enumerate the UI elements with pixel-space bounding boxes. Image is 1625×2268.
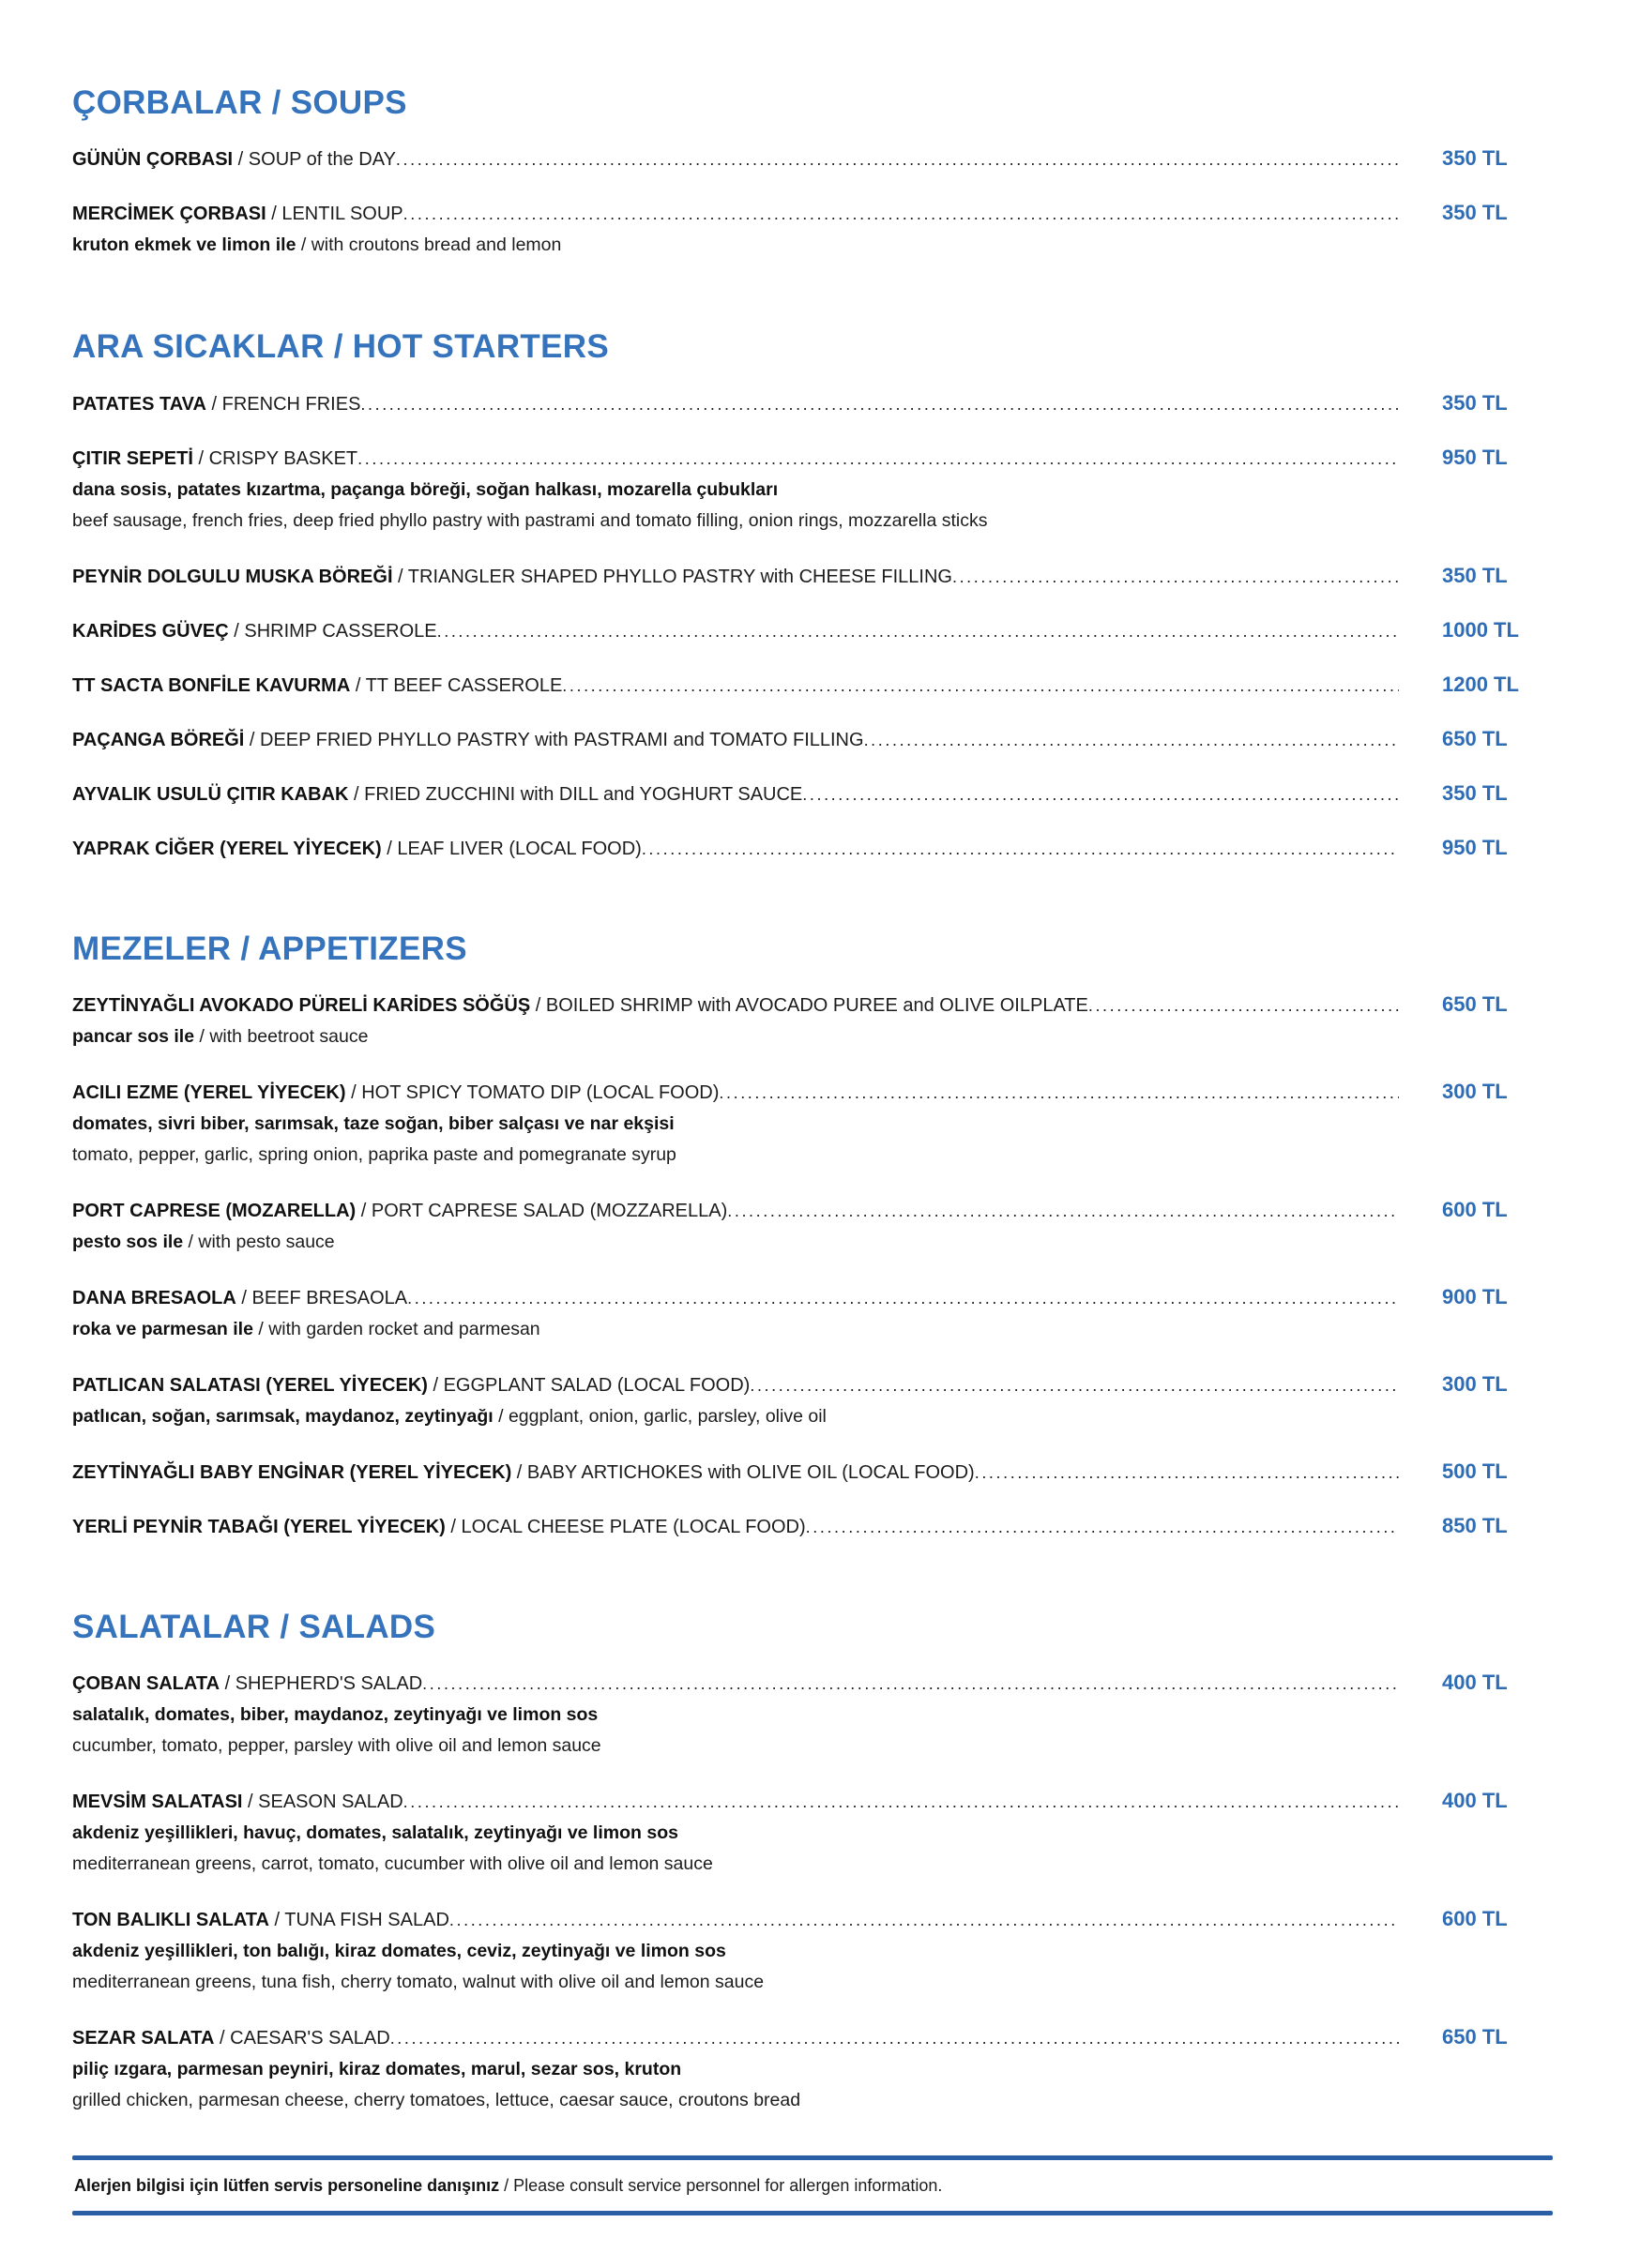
item-name-english: / TT BEEF CASSEROLE (350, 674, 563, 696)
dot-leader (802, 780, 1399, 809)
item-name (72, 145, 396, 174)
item-description-line (72, 1021, 1553, 1052)
item-name (72, 672, 562, 700)
menu-item (72, 1512, 1553, 1541)
item-row (72, 1905, 1553, 1934)
item-row (72, 1283, 1553, 1312)
item-price: 350 TL (1442, 390, 1508, 415)
item-price: 650 TL (1442, 2025, 1508, 2049)
section-title: ARA SICAKLAR / HOT STARTERS (72, 328, 609, 366)
item-name (72, 1079, 719, 1107)
slash-separator: / (493, 1405, 509, 1427)
item-name-turkish: SEZAR SALATA (72, 2028, 215, 2049)
menu-item (72, 671, 1553, 700)
item-description (72, 1818, 1553, 1880)
item-name (72, 390, 360, 418)
item-description-line (72, 1227, 1553, 1258)
description-turkish: dana sosis, patates kızartma, paçanga böreği, soğan halkası, mozarella çubukları (72, 478, 779, 500)
dot-leader (357, 445, 1399, 473)
item-row (72, 1078, 1553, 1107)
item-row (72, 834, 1553, 863)
item-name-english: / FRIED ZUCCHINI with DILL and YOGHURT SAUCE (348, 783, 803, 805)
item-row (72, 562, 1553, 591)
dot-leader (360, 390, 1399, 418)
item-name-english: / CAESAR'S SALAD (214, 2028, 390, 2049)
dot-leader (719, 1079, 1399, 1107)
description-turkish: kruton ekmek ve limon ile (72, 234, 296, 256)
item-description-line (72, 1818, 1553, 1849)
item-name-english: / TRIANGLER SHAPED PHYLLO PASTRY with CHEESE FILLING (392, 566, 952, 587)
item-row (72, 671, 1553, 700)
item-price: 650 TL (1442, 726, 1508, 750)
item-name-turkish: TON BALIKLI SALATA (72, 1910, 269, 1930)
item-description-line (72, 2054, 1553, 2085)
menu-item (72, 725, 1553, 754)
description-english: with pesto sauce (198, 1231, 335, 1252)
item-name-turkish: YAPRAK CİĞER (YEREL YİYECEK) (72, 838, 382, 859)
item-price: 950 TL (1442, 445, 1508, 469)
item-name (72, 1197, 727, 1225)
item-name (72, 200, 403, 228)
item-name (72, 1459, 975, 1487)
dot-leader (750, 1371, 1399, 1399)
dot-leader (1088, 991, 1399, 1020)
description-english: tomato, pepper, garlic, spring onion, paprika paste and pomegranate syrup (72, 1143, 676, 1165)
slash-separator: / (183, 1231, 199, 1252)
dot-leader (806, 1513, 1399, 1541)
allergen-note-turkish: Alerjen bilgisi için lütfen servis personeline danışınız (74, 2176, 500, 2195)
description-english: with beetroot sauce (209, 1025, 369, 1047)
dot-leader (396, 145, 1399, 174)
item-name (72, 1513, 806, 1541)
dot-leader (727, 1197, 1399, 1225)
section-items (72, 1669, 1553, 2116)
item-name-turkish: MEVSİM SALATASI (72, 1792, 243, 1812)
item-name-english: / LEAF LIVER (LOCAL FOOD) (381, 838, 642, 859)
item-description (72, 1700, 1553, 1761)
menu-section-1 (72, 328, 1553, 862)
menu-section-3 (72, 1609, 1553, 2116)
item-name-turkish: ZEYTİNYAĞLI BABY ENGİNAR (YEREL YİYECEK) (72, 1461, 512, 1483)
menu-item (72, 834, 1553, 863)
item-row (72, 144, 1553, 174)
menu-item (72, 1078, 1553, 1171)
item-name-english: / BABY ARTICHOKES with OLIVE OIL (LOCAL FOOD) (511, 1461, 975, 1483)
item-description (72, 1936, 1553, 1998)
item-price: 650 TL (1442, 991, 1508, 1016)
menu-item (72, 1458, 1553, 1487)
item-row (72, 1669, 1553, 1698)
menu-item (72, 199, 1553, 261)
item-name-english: / CRISPY BASKET (192, 447, 358, 469)
item-description-line (72, 1731, 1553, 1761)
item-name (72, 1371, 750, 1399)
menu-item (72, 144, 1553, 174)
item-description-line (72, 230, 1553, 261)
item-name-turkish: ACILI EZME (YEREL YİYECEK) (72, 1081, 346, 1103)
item-name-english: / DEEP FRIED PHYLLO PASTRY with PASTRAMI and TOMATO FILLING (244, 729, 864, 750)
item-name (72, 726, 864, 754)
item-name-turkish: PAÇANGA BÖREĞİ (72, 729, 245, 750)
menu-item (72, 562, 1553, 591)
dot-leader (390, 2024, 1399, 2052)
item-name-turkish: PATLICAN SALATASI (YEREL YİYECEK) (72, 1374, 428, 1396)
item-row (72, 1787, 1553, 1816)
item-name (72, 445, 357, 473)
menu-item (72, 389, 1553, 418)
item-description-line (72, 1314, 1553, 1345)
dot-leader (952, 563, 1399, 591)
item-name-turkish: ÇOBAN SALATA (72, 1673, 220, 1694)
item-name-english: / SOUP of the DAY (233, 149, 396, 171)
item-price: 900 TL (1442, 1284, 1508, 1308)
item-price: 350 TL (1442, 201, 1508, 225)
menu-item (72, 1905, 1553, 1998)
section-items (72, 144, 1553, 261)
item-price: 350 TL (1442, 563, 1508, 587)
description-english: beef sausage, french fries, deep fried phyllo pastry with pastrami and tomato filling, onion rings, mozzarella sticks (72, 509, 988, 531)
dot-leader (407, 1284, 1399, 1312)
item-name-turkish: PORT CAPRESE (MOZARELLA) (72, 1200, 357, 1221)
item-row (72, 616, 1553, 645)
description-english: cucumber, tomato, pepper, parsley with olive oil and lemon sauce (72, 1735, 601, 1756)
description-turkish: salatalık, domates, biber, maydanoz, zeytinyağı ve limon sos (72, 1704, 599, 1725)
allergen-note (72, 2160, 1553, 2211)
menu-item (72, 1669, 1553, 1761)
item-name (72, 2024, 390, 2052)
description-turkish: akdeniz yeşillikleri, ton balığı, kiraz domates, ceviz, zeytinyağı ve limon sos (72, 1941, 726, 1961)
item-row (72, 1512, 1553, 1541)
dot-leader (403, 1788, 1399, 1816)
item-price: 600 TL (1442, 1197, 1508, 1221)
item-name-english: / HOT SPICY TOMATO DIP (LOCAL FOOD) (345, 1081, 720, 1103)
section-title: SALATALAR / SALADS (72, 1608, 436, 1645)
item-name-english: / SEASON SALAD (242, 1792, 403, 1812)
item-name-english: / EGGPLANT SALAD (LOCAL FOOD) (427, 1374, 751, 1396)
menu-item (72, 1787, 1553, 1880)
item-description-line (72, 1967, 1553, 1998)
item-name-turkish: ÇITIR SEPETİ (72, 447, 193, 469)
section-items (72, 389, 1553, 863)
menu-section-0 (72, 84, 1553, 261)
menu-item (72, 616, 1553, 645)
description-turkish: piliç ızgara, parmesan peyniri, kiraz domates, marul, sezar sos, kruton (72, 2059, 682, 2079)
item-description-line (72, 475, 1553, 506)
item-description-line (72, 1936, 1553, 1967)
item-price: 500 TL (1442, 1459, 1508, 1483)
description-turkish: akdeniz yeşillikleri, havuç, domates, salatalık, zeytinyağı ve limon sos (72, 1822, 678, 1843)
item-description (72, 1109, 1553, 1171)
item-name (72, 1906, 449, 1934)
item-name-turkish: MERCİMEK ÇORBASI (72, 204, 266, 225)
dot-leader (642, 835, 1399, 863)
dot-leader (437, 617, 1399, 645)
menu-item (72, 779, 1553, 809)
description-english: grilled chicken, parmesan cheese, cherry tomatoes, lettuce, caesar sauce, croutons bread (72, 2090, 801, 2110)
item-row (72, 1370, 1553, 1399)
item-name (72, 563, 952, 591)
menu-section-2 (72, 930, 1553, 1541)
item-row (72, 389, 1553, 418)
item-row (72, 990, 1553, 1020)
item-price: 1000 TL (1442, 617, 1519, 642)
item-name (72, 1284, 407, 1312)
slash-separator: / (194, 1025, 210, 1047)
item-description (72, 1401, 1553, 1432)
item-description-line (72, 2085, 1553, 2116)
section-title: ÇORBALAR / SOUPS (72, 84, 407, 121)
description-turkish: pancar sos ile (72, 1025, 195, 1047)
item-description-line (72, 1849, 1553, 1880)
item-price: 400 TL (1442, 1671, 1508, 1694)
item-row (72, 1458, 1553, 1487)
item-description-line (72, 1401, 1553, 1432)
item-name (72, 1788, 403, 1816)
item-name (72, 991, 1088, 1020)
item-name-turkish: AYVALIK USULÜ ÇITIR KABAK (72, 783, 349, 805)
menu-item (72, 1370, 1553, 1432)
menu-item (72, 444, 1553, 537)
item-price: 600 TL (1442, 1907, 1508, 1930)
item-name (72, 780, 802, 809)
description-english: with garden rocket and parmesan (268, 1318, 540, 1339)
menu-item (72, 1196, 1553, 1258)
item-row (72, 199, 1553, 228)
item-name (72, 835, 642, 863)
item-description (72, 1314, 1553, 1345)
dot-leader (864, 726, 1399, 754)
item-row (72, 725, 1553, 754)
item-price: 350 TL (1442, 146, 1508, 171)
item-name-turkish: ZEYTİNYAĞLI AVOKADO PÜRELİ KARİDES SÖĞÜŞ (72, 994, 531, 1016)
item-name-english: / FRENCH FRIES (205, 393, 361, 415)
item-name-english: / SHEPHERD'S SALAD (220, 1673, 423, 1694)
section-items (72, 990, 1553, 1541)
item-name (72, 617, 437, 645)
item-name-turkish: PEYNİR DOLGULU MUSKA BÖREĞİ (72, 566, 393, 587)
section-title: MEZELER / APPETIZERS (72, 930, 467, 967)
description-english: with croutons bread and lemon (311, 234, 562, 256)
item-price: 300 TL (1442, 1079, 1508, 1103)
item-name-turkish: KARİDES GÜVEÇ (72, 620, 229, 642)
item-name-english: / TUNA FISH SALAD (268, 1910, 449, 1930)
allergen-footer (72, 2155, 1553, 2215)
item-name-english: / SHRIMP CASSEROLE (228, 620, 437, 642)
description-english: eggplant, onion, garlic, parsley, olive oil (508, 1405, 827, 1427)
item-description (72, 2054, 1553, 2116)
description-turkish: patlıcan, soğan, sarımsak, maydanoz, zeytinyağı (72, 1405, 494, 1427)
menu-sections (72, 84, 1553, 2116)
item-name-turkish: DANA BRESAOLA (72, 1287, 236, 1308)
description-turkish: pesto sos ile (72, 1231, 184, 1252)
dot-leader (449, 1906, 1399, 1934)
dot-leader (422, 1670, 1399, 1698)
item-row (72, 779, 1553, 809)
item-row (72, 1196, 1553, 1225)
item-description (72, 1227, 1553, 1258)
item-name-english: / PORT CAPRESE SALAD (MOZZARELLA) (356, 1200, 728, 1221)
item-price: 300 TL (1442, 1371, 1508, 1396)
description-turkish: roka ve parmesan ile (72, 1318, 253, 1339)
item-name-turkish: TT SACTA BONFİLE KAVURMA (72, 674, 351, 696)
item-description-line (72, 1109, 1553, 1140)
footer-rule-bottom (72, 2211, 1553, 2215)
item-price: 1200 TL (1442, 672, 1519, 696)
item-name-english: / LOCAL CHEESE PLATE (LOCAL FOOD) (445, 1516, 806, 1537)
item-description (72, 230, 1553, 261)
dot-leader (403, 200, 1399, 228)
item-description-line (72, 506, 1553, 537)
description-turkish: domates, sivri biber, sarımsak, taze soğan, biber salçası ve nar ekşisi (72, 1112, 675, 1134)
item-name-english: / BEEF BRESAOLA (235, 1287, 408, 1308)
item-price: 950 TL (1442, 835, 1508, 859)
item-name-turkish: YERLİ PEYNİR TABAĞI (YEREL YİYECEK) (72, 1516, 446, 1537)
item-row (72, 2023, 1553, 2052)
menu-item (72, 1283, 1553, 1345)
item-price: 850 TL (1442, 1513, 1508, 1537)
item-description (72, 1021, 1553, 1052)
description-english: mediterranean greens, tuna fish, cherry tomato, walnut with olive oil and lemon sauce (72, 1972, 765, 1992)
item-name-turkish: PATATES TAVA (72, 393, 206, 415)
item-price: 350 TL (1442, 780, 1508, 805)
slash-separator: / (296, 234, 311, 256)
allergen-note-english: Please consult service personnel for allergen information. (513, 2176, 943, 2195)
dot-leader (975, 1459, 1399, 1487)
item-row (72, 444, 1553, 473)
item-name-english: / BOILED SHRIMP with AVOCADO PUREE and OLIVE OILPLATE (530, 994, 1088, 1016)
slash-separator: / (499, 2176, 514, 2195)
menu-item (72, 2023, 1553, 2116)
item-price: 400 TL (1442, 1789, 1508, 1812)
menu-item (72, 990, 1553, 1052)
item-description-line (72, 1140, 1553, 1171)
slash-separator: / (252, 1318, 269, 1339)
item-name-turkish: GÜNÜN ÇORBASI (72, 149, 234, 171)
dot-leader (562, 672, 1399, 700)
item-name (72, 1670, 422, 1698)
item-description (72, 475, 1553, 537)
description-english: mediterranean greens, carrot, tomato, cucumber with olive oil and lemon sauce (72, 1853, 713, 1874)
item-name-english: / LENTIL SOUP (266, 204, 403, 225)
item-description-line (72, 1700, 1553, 1731)
